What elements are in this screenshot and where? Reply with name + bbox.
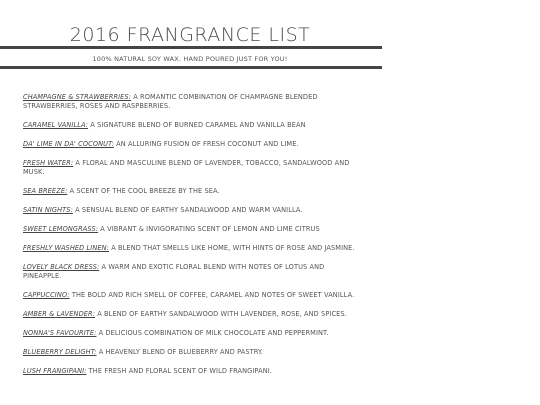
fragrance-name: BLUEBERRY DELIGHT: [23, 348, 97, 356]
fragrance-name: DA' LIME IN DA' COCONUT: [23, 140, 114, 148]
fragrance-name: CAPPUCCINO: [23, 291, 70, 299]
fragrance-name: FRESHLY WASHED LINEN: [23, 244, 110, 252]
fragrance-description: A BLEND OF EARTHY SANDALWOOD WITH LAVENDER, ROSE, AND SPICES. [97, 310, 347, 318]
fragrance-item [23, 206, 361, 215]
fragrance-description: A SIGNATURE BLEND OF BURNED CARAMEL AND VANILLA BEAN [90, 121, 306, 129]
fragrance-description: A BLEND THAT SMELLS LIKE HOME, WITH HINTS OF ROSE AND JASMINE. [111, 244, 355, 252]
bottom-divider [0, 66, 382, 69]
fragrance-description: A SENSUAL BLEND OF EARTHY SANDALWOOD AND WARM VANILLA. [75, 206, 303, 214]
fragrance-item [23, 263, 361, 281]
fragrance-item [23, 329, 361, 338]
fragrance-item [23, 291, 361, 300]
fragrance-description: THE BOLD AND RICH SMELL OF COFFEE, CARAMEL AND NOTES OF SWEET VANILLA. [71, 291, 355, 299]
top-divider [0, 46, 382, 49]
page-title: 2016 FRANGRANCE LIST [69, 24, 311, 46]
fragrance-description: A SCENT OF THE COOL BREEZE BY THE SEA. [69, 187, 220, 195]
fragrance-description: A VIBRANT & INVIGORATING SCENT OF LEMON AND LIME CITRUS [100, 225, 320, 233]
fragrance-name: SEA BREEZE: [23, 187, 68, 195]
fragrance-name: SATIN NIGHTS: [23, 206, 73, 214]
fragrance-item [23, 121, 361, 130]
fragrance-name: LOVELY BLACK DRESS: [23, 263, 100, 271]
page-subtitle: 100% NATURAL SOY WAX. HAND POURED JUST FOR YOU! [92, 55, 288, 63]
fragrance-name: FRESH WATER: [23, 159, 74, 167]
fragrance-item [23, 367, 361, 376]
fragrance-description: A DELICIOUS COMBINATION OF MILK CHOCOLATE AND PEPPERMINT. [98, 329, 329, 337]
fragrance-name: NONNA'S FAVOURITE: [23, 329, 97, 337]
fragrance-name: AMBER & LAVENDER: [23, 310, 96, 318]
fragrance-item [23, 140, 361, 149]
fragrance-item [23, 225, 361, 234]
fragrance-item [23, 93, 361, 111]
fragrance-item [23, 187, 361, 196]
fragrance-description: A WARM AND EXOTIC FLORAL BLEND WITH NOTES OF LOTUS AND PINEAPPLE. [23, 263, 325, 280]
fragrance-name: CHAMPAGNE & STRAWBERRIES: [23, 93, 132, 101]
fragrance-description: A ROMANTIC COMBINATION OF CHAMPAGNE BLENDED STRAWBERRIES, ROSES AND RASPBERRIES. [23, 93, 318, 110]
fragrance-name: SWEET LEMONGRASS: [23, 225, 99, 233]
fragrance-item [23, 310, 361, 319]
fragrance-description: A HEAVENLY BLEND OF BLUEBERRY AND PASTRY. [98, 348, 264, 356]
fragrance-list [23, 93, 361, 376]
fragrance-name: CARAMEL VANILLA: [23, 121, 89, 129]
fragrance-item [23, 244, 361, 253]
fragrance-description: THE FRESH AND FLORAL SCENT OF WILD FRANGIPANI. [88, 367, 272, 375]
fragrance-description: AN ALLURING FUSION OF FRESH COCONUT AND LIME. [116, 140, 299, 148]
fragrance-item [23, 348, 361, 357]
fragrance-name: LUSH FRANGIPANI: [23, 367, 87, 375]
fragrance-description: A FLORAL AND MASCULINE BLEND OF LAVENDER, TOBACCO, SANDALWOOD AND MUSK. [23, 159, 350, 176]
fragrance-item [23, 159, 361, 177]
